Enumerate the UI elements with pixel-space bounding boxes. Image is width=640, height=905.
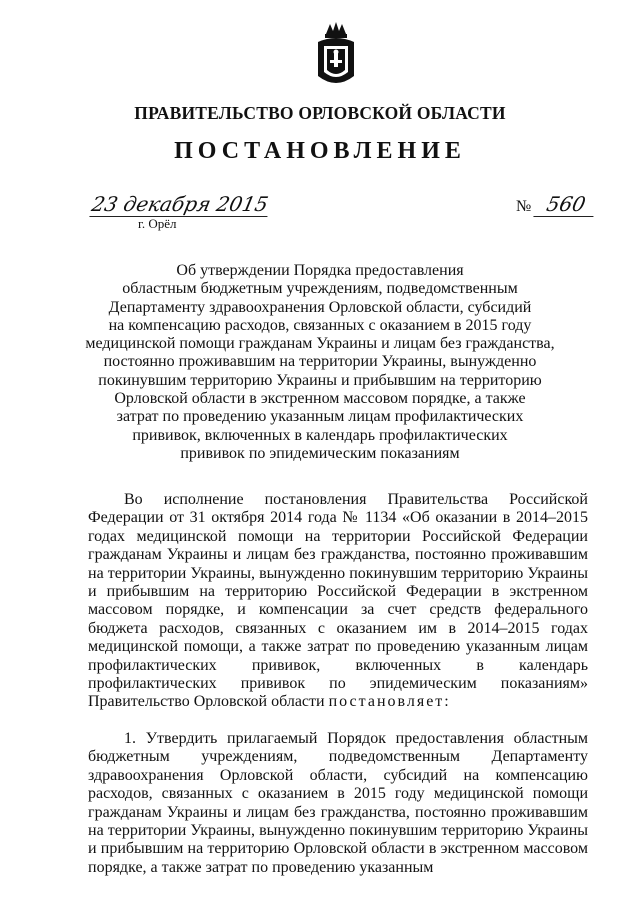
coat-of-arms-emblem	[314, 20, 358, 90]
organization-name: ПРАВИТЕЛЬСТВО ОРЛОВСКОЙ ОБЛАСТИ	[134, 103, 506, 123]
document-title	[0, 262, 640, 463]
city-name: г. Орёл	[138, 216, 177, 231]
title-line: прививок по эпидемическим показаниям	[180, 444, 460, 462]
document-number: 560	[533, 192, 598, 217]
title-line: постоянно проживавшим на территории Украины, вынужденно	[103, 353, 537, 371]
decree-word: постановляет:	[328, 693, 451, 711]
document-type: ПОСТАНОВЛЕНИЕ	[174, 138, 466, 164]
title-line: на компенсацию расходов, связанных с оказанием в 2015 году	[108, 316, 532, 334]
title-line: медицинской помощи гражданам Украины и лицам без гражданства,	[85, 335, 555, 353]
document-body	[88, 491, 588, 877]
title-line: областным бюджетным учреждениям, подведомственным	[122, 280, 518, 298]
title-line: прививок, включенных в календарь профилактических	[132, 426, 508, 444]
preamble-text: Во исполнение постановления Правительства Российской Федерации от 31 октября 2014 года № 1134 «Об оказании в 2014–2015 годах медицинской помощи на территории Российской Федерации гражданам Украины и лицам без гражданства, постоянно проживавшим на территории Украины, вынужденно покинувшим территорию Украины и прибывшим на территорию Российской Федерации в экстренном массовом порядке, и компенсации за счет средств федерального бюджета расходов, связанных с оказанием им в 2014–2015 годах медицинской помощи, а также затрат по проведению указанным лицам профилактических прививок, включенных в календарь профилактических прививок по эпидемическим показаниям» Правительство Орловской области	[88, 491, 588, 711]
title-line: затрат по проведению указанным лицам профилактических	[116, 408, 524, 426]
title-line: Об утверждении Порядка предоставления	[176, 262, 464, 279]
document-date: 23 декабря 2015	[89, 192, 272, 217]
number-label: №	[516, 198, 532, 215]
title-line: покинувшим территорию Украины и прибывшим на территорию	[98, 371, 542, 389]
item-1-paragraph: 1. Утвердить прилагаемый Порядок предоставления областным бюджетным учреждениям, подведомственным Департаменту здравоохранения Орловской области, субсидий на компенсацию расходов, связанных с оказанием в 2015 году медицинской помощи гражданам Украины и лицам без гражданства, постоянно проживавшим на территории Украины, вынужденно покинувшим территорию Украины и прибывшим на территорию Орловской области в экстренном массовом порядке, а также затрат по проведению указанным	[88, 729, 588, 876]
title-line: Департаменту здравоохранения Орловской области, субсидий	[108, 298, 532, 316]
preamble-paragraph	[88, 491, 588, 712]
title-line: Орловской области в экстренном массовом порядке, а также	[114, 390, 526, 408]
